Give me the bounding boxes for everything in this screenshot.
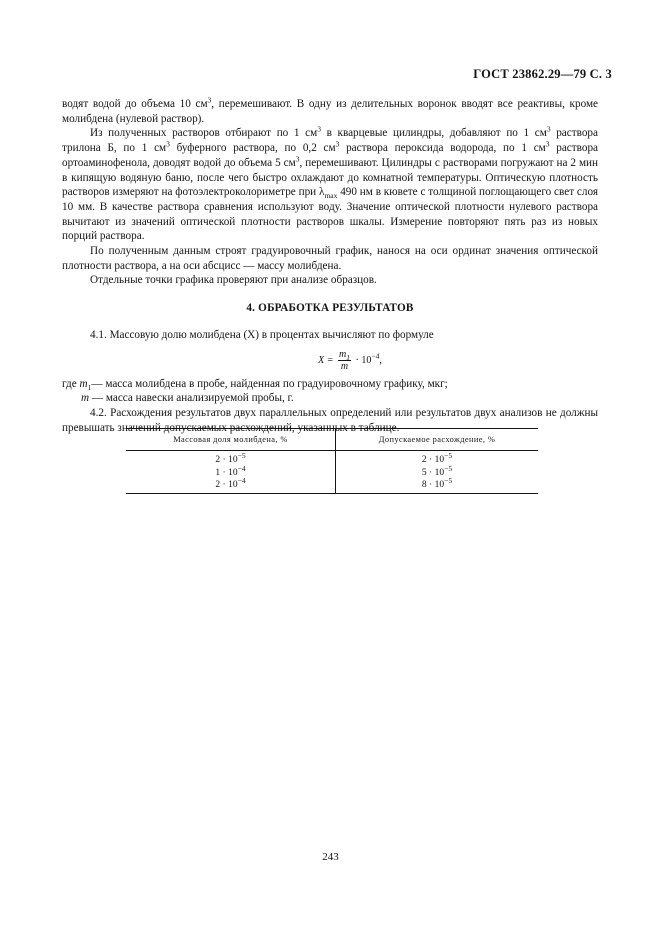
section-title: 4. ОБРАБОТКА РЕЗУЛЬТАТОВ (246, 302, 414, 315)
page-number: 243 (322, 851, 339, 863)
paragraph-4-2: 4.2. Расхождения результатов двух параллельных определений или результатов двух анализов не должны превышать значений допускаемых расхождений, указанных в таблице. (62, 406, 598, 434)
formula-definitions (62, 377, 598, 406)
tolerance-table (126, 428, 538, 494)
table-header-mass-fraction: Массовая доля молибдена, % (126, 429, 336, 451)
paragraph-4: Отдельные точки графика проверяют при анализе образцов. (90, 274, 377, 287)
page-header: ГОСТ 23862.29—79 С. 3 (473, 67, 612, 81)
formula: X = $\frac{m_1}{m}$ · $10^{-4}$, (318, 348, 382, 372)
table-row: $2 \cdot 10^{-5}$ $2 \cdot 10^{-5}$ (126, 451, 538, 467)
table-header-tolerance: Допускаемое расхождение, % (336, 429, 539, 451)
table-header-row (126, 429, 538, 451)
paragraph-2: Из полученных растворов отбирают по 1 $см^3$ в кварцевые цилиндры, добавляют по 1 $см^3$ раствора трилона Б, по 1 $см^3$ буферного раствора, по 0,2 $см^3$ раствора пероксида водорода, по 1 $см^3$ раствора ортоаминофенола, доводят водой до объема 5 $см^3$, перемешивают. Цилиндры с растворами погружают на 2 мин в кипящую водяную баню, после чего быстро охлаждают до комнатной температуры. Оптическую плотность растворов измеряют на фотоэлектроколориметре при $\lambda_{max}$ 490 нм в кювете с толщиной поглощающего свет слоя 10 мм. В качестве раствора сравнения используют воду. Значение оптической плотности нулевого раствора вычитают из значений оптической плотности растворов шкалы. Измерение повторяют пять раз из новых порций раствора. (62, 124, 599, 243)
document-body (62, 97, 598, 435)
table-row: $2 \cdot 10^{-4}$ $8 \cdot 10^{-5}$ (126, 479, 538, 493)
definition-m1: где $m_1—$ масса молибдена в пробе, найденная по градуировочному графику, мкг; (62, 377, 448, 392)
paragraph-4-1: 4.1. Массовую долю молибдена (X) в процентах вычисляют по формуле (90, 328, 434, 341)
formula-fraction: $\frac{m_1}{m}$ (339, 348, 350, 372)
paragraph-3: По полученным данным строят градуировочный график, нанося на оси ординат значения оптической плотности раствора, а на оси абсцисс — массу молибдена. (62, 245, 598, 272)
paragraph-1: водят водой до объема 10 $см^3$, перемешивают. В одну из делительных воронок вводят все реактивы, кроме молибдена (нулевой раствор). (62, 95, 599, 125)
definition-m: m — масса навески анализируемой пробы, г. (81, 392, 294, 405)
table-row: $1 \cdot 10^{-4}$ $5 \cdot 10^{-5}$ (126, 467, 538, 480)
